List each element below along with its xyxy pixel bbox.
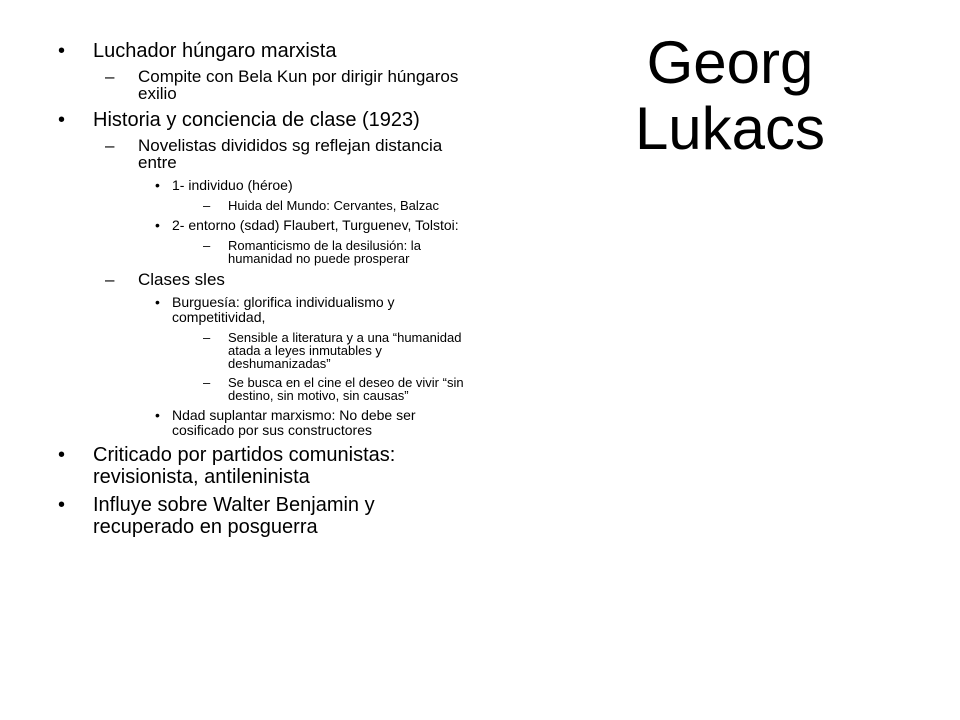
- bullet-item: [58, 199, 478, 212]
- bullet-item: [58, 68, 478, 102]
- slide-title-line-2: Lukacs: [634, 95, 826, 162]
- bullet-marker: •: [58, 40, 66, 62]
- dash-marker: –: [203, 375, 211, 390]
- bullet-text: Compite con Bela Kun por dirigir húngaros exilio: [138, 67, 459, 103]
- bullet-text: Sensible a literatura y a una “humanidad atada a leyes inmutables y deshumanizadas”: [228, 330, 462, 371]
- bullet-item: [58, 218, 478, 233]
- bullet-text: Luchador húngaro marxista: [93, 40, 337, 62]
- bullet-text: Clases sles: [138, 270, 225, 289]
- bullet-item: [58, 444, 478, 488]
- bullet-item: [58, 331, 478, 370]
- slide-title-line-1: Georg: [646, 29, 814, 96]
- bullet-item: [58, 109, 478, 131]
- dash-marker: –: [203, 238, 211, 253]
- bullet-text: Novelistas divididos sg reflejan distancia entre: [138, 136, 443, 172]
- bullet-item: [58, 376, 478, 402]
- bullet-text: Criticado por partidos comunistas: revisionista, antileninista: [93, 444, 396, 488]
- bullet-list: [58, 40, 478, 544]
- bullet-item: [58, 40, 478, 62]
- bullet-text: Se busca en el cine el deseo de vivir “sin destino, sin motivo, sin causas”: [228, 375, 464, 403]
- bullet-marker: •: [155, 407, 160, 423]
- bullet-marker: •: [58, 109, 66, 131]
- bullet-text: Historia y conciencia de clase (1923): [93, 109, 420, 131]
- bullet-item: [58, 295, 478, 325]
- bullet-marker: •: [155, 177, 160, 193]
- bullet-item: [58, 137, 478, 171]
- bullet-text: Romanticismo de la desilusión: la humanidad no puede prosperar: [228, 238, 421, 266]
- slide-title: [580, 30, 880, 162]
- bullet-marker: •: [155, 294, 160, 310]
- bullet-item: [58, 494, 478, 538]
- bullet-item: [58, 408, 478, 438]
- bullet-text: Ndad suplantar marxismo: No debe ser cosificado por sus constructores: [172, 407, 416, 438]
- bullet-marker: •: [58, 444, 66, 466]
- bullet-item: [58, 271, 478, 288]
- dash-marker: –: [105, 67, 115, 86]
- bullet-text: 1- individuo (héroe): [172, 177, 293, 193]
- bullet-marker: •: [58, 494, 66, 516]
- bullet-text: Influye sobre Walter Benjamin y recuperado en posguerra: [93, 494, 375, 538]
- bullet-marker: •: [155, 217, 160, 233]
- bullet-text: Burguesía: glorifica individualismo y competitividad,: [172, 294, 395, 325]
- dash-marker: –: [105, 270, 115, 289]
- dash-marker: –: [105, 136, 115, 155]
- bullet-text: 2- entorno (sdad) Flaubert, Turguenev, Tolstoi:: [172, 217, 459, 233]
- bullet-item: [58, 178, 478, 193]
- dash-marker: –: [203, 198, 211, 213]
- dash-marker: –: [203, 330, 211, 345]
- bullet-item: [58, 239, 478, 265]
- bullet-text: Huida del Mundo: Cervantes, Balzac: [228, 198, 440, 213]
